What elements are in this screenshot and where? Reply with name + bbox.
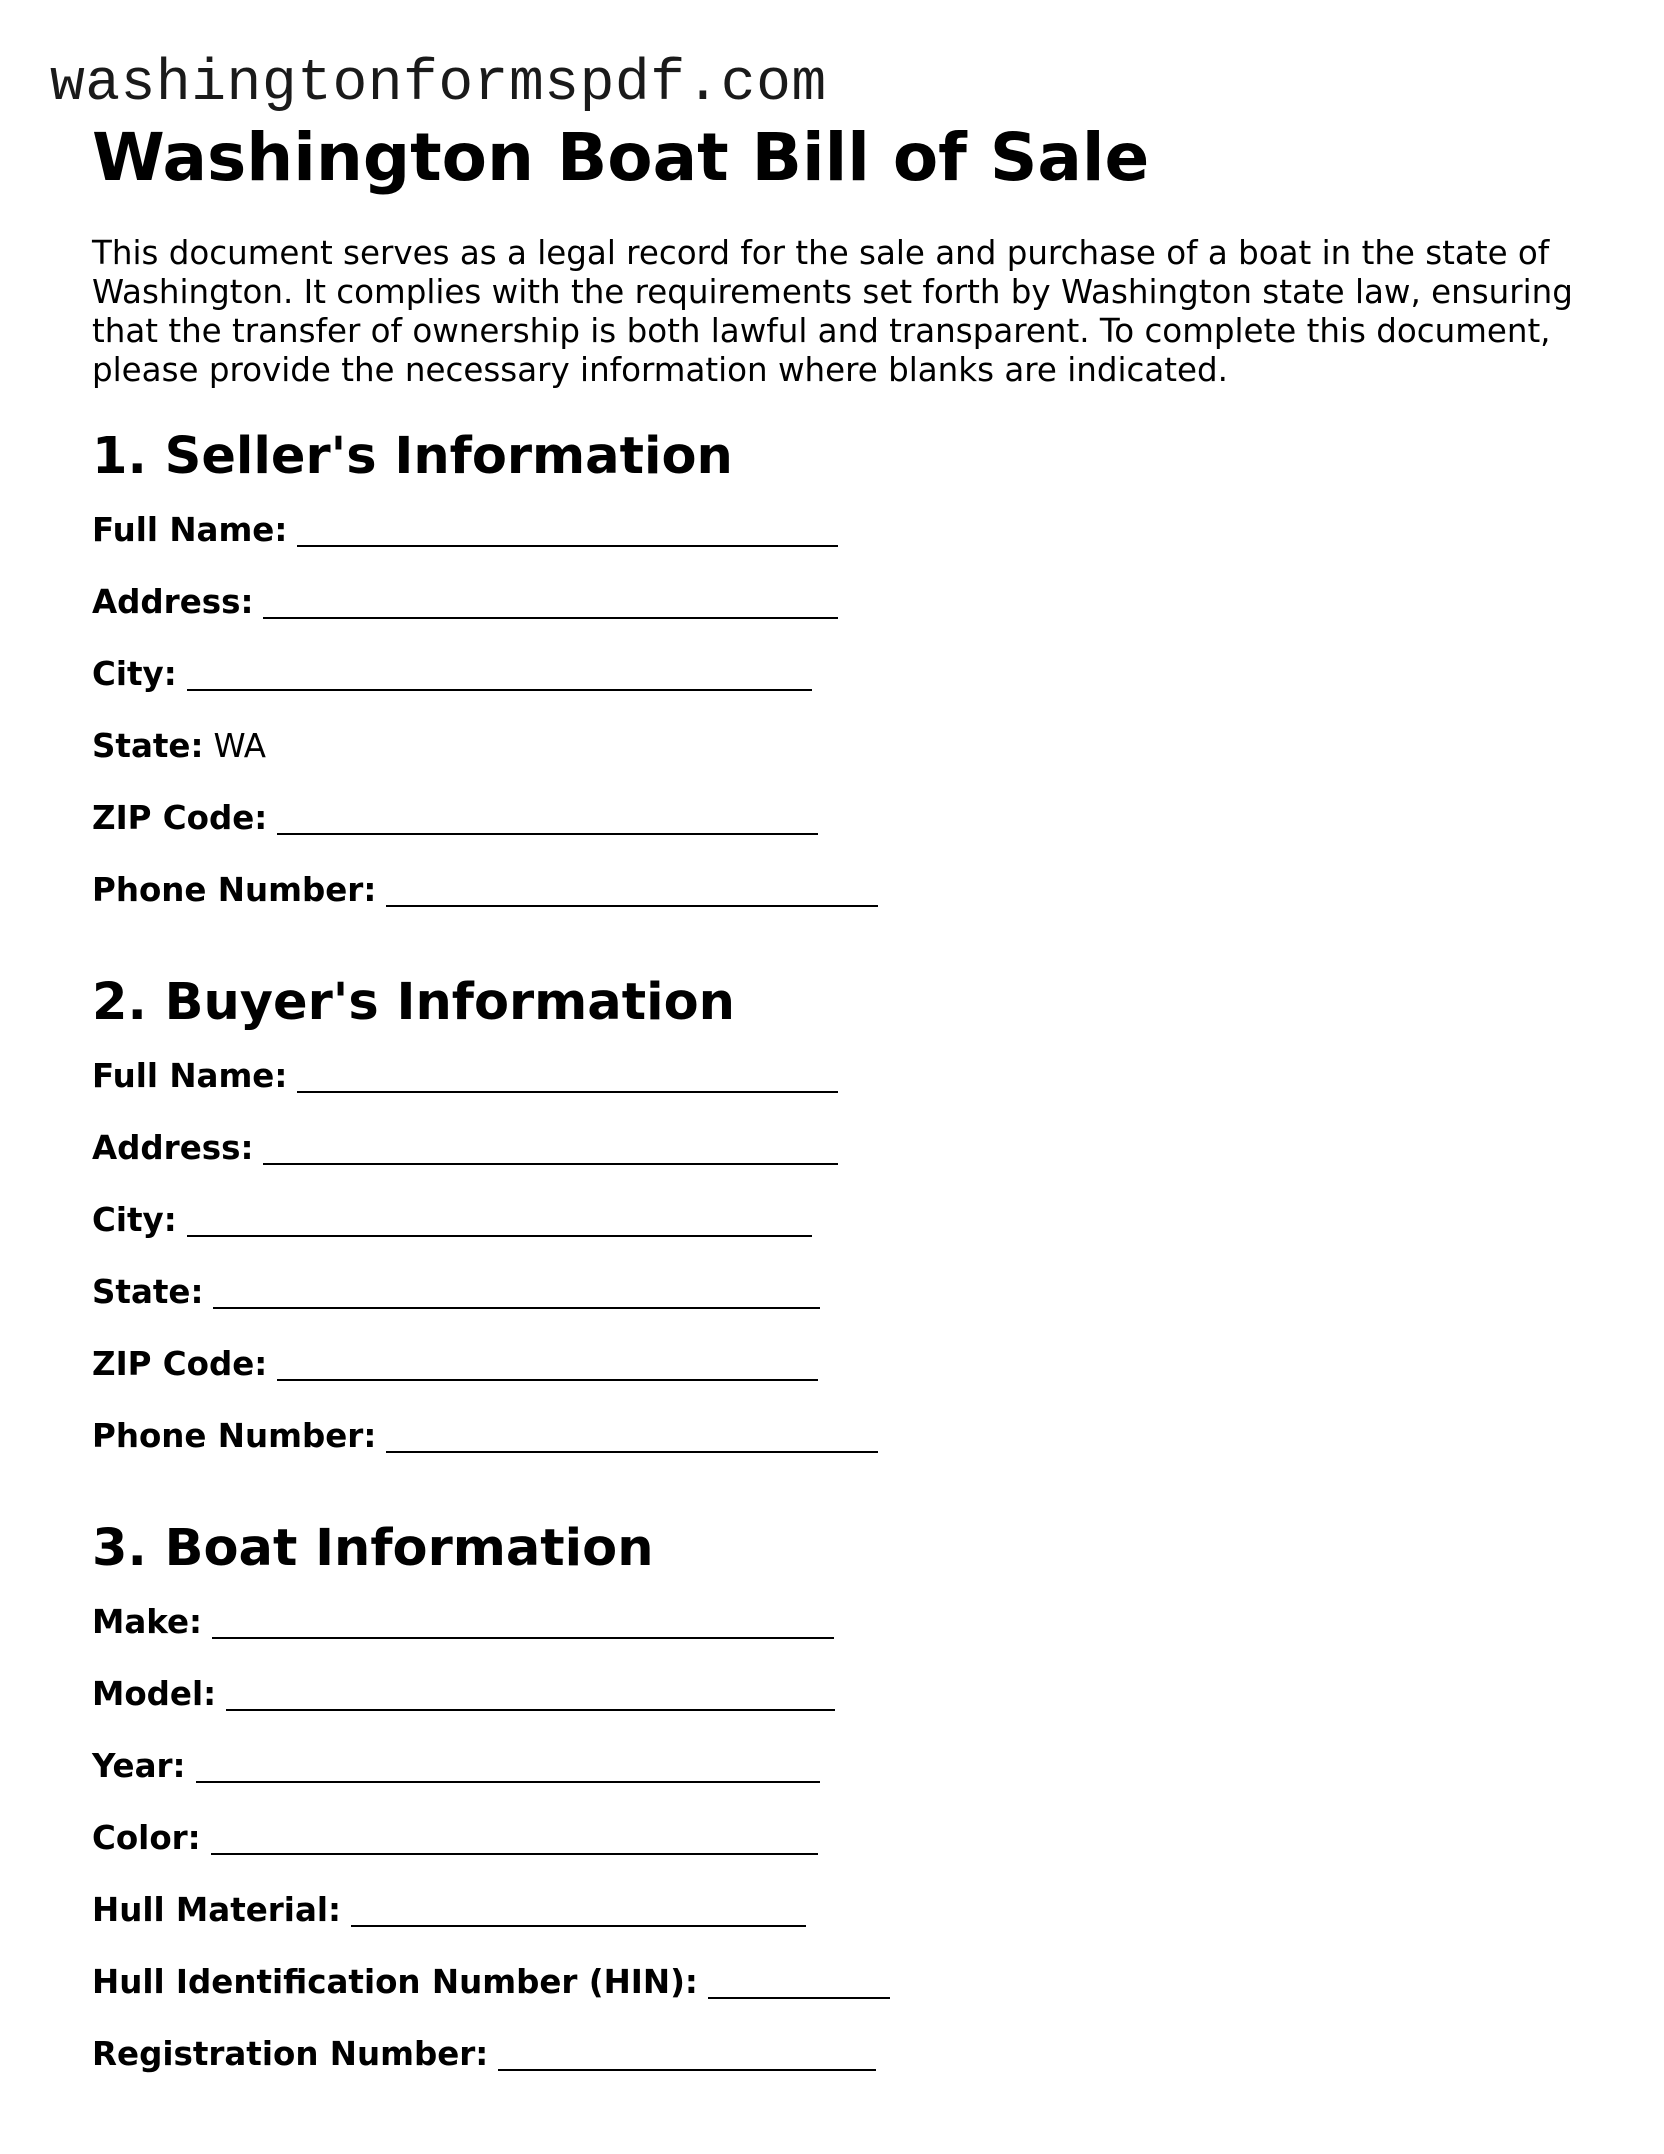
boat-hull-material-row xyxy=(92,1890,1592,1962)
boat-model-blank[interactable] xyxy=(226,1681,835,1711)
site-watermark: washingtonformspdf.com xyxy=(50,52,827,117)
boat-hull-material-label: Hull Material: xyxy=(92,1891,342,1929)
seller-city-label: City: xyxy=(92,655,177,693)
seller-state-value: WA xyxy=(213,727,267,765)
seller-full-name-row xyxy=(92,510,1592,582)
buyer-city-row xyxy=(92,1200,1592,1272)
seller-address-label: Address: xyxy=(92,583,254,621)
boat-hin-label: Hull Identification Number (HIN): xyxy=(92,1963,698,2001)
boat-make-label: Make: xyxy=(92,1603,203,1641)
buyer-fields xyxy=(92,1056,1592,1488)
buyer-address-label: Address: xyxy=(92,1129,254,1167)
buyer-section-heading: 2. Buyer's Information xyxy=(92,973,735,1032)
buyer-phone-label: Phone Number: xyxy=(92,1417,377,1455)
boat-registration-blank[interactable] xyxy=(498,2041,876,2071)
buyer-full-name-label: Full Name: xyxy=(92,1057,288,1095)
seller-phone-row xyxy=(92,870,1592,942)
boat-registration-label: Registration Number: xyxy=(92,2035,489,2073)
bill-of-sale-document xyxy=(92,118,1592,2106)
boat-model-label: Model: xyxy=(92,1675,217,1713)
buyer-phone-blank[interactable] xyxy=(386,1423,878,1453)
seller-address-row xyxy=(92,582,1592,654)
buyer-city-label: City: xyxy=(92,1201,177,1239)
seller-zip-label: ZIP Code: xyxy=(92,799,268,837)
boat-model-row xyxy=(92,1674,1592,1746)
buyer-state-blank[interactable] xyxy=(213,1279,820,1309)
seller-fields xyxy=(92,510,1592,942)
seller-state-label: State: xyxy=(92,727,204,765)
boat-section-heading: 3. Boat Information xyxy=(92,1519,654,1578)
seller-section-heading: 1. Seller's Information xyxy=(92,427,733,486)
boat-registration-row xyxy=(92,2034,1592,2106)
seller-zip-blank[interactable] xyxy=(277,805,818,835)
seller-phone-label: Phone Number: xyxy=(92,871,377,909)
seller-city-blank[interactable] xyxy=(187,661,812,691)
buyer-address-blank[interactable] xyxy=(263,1135,838,1165)
buyer-city-blank[interactable] xyxy=(187,1207,812,1237)
buyer-full-name-row xyxy=(92,1056,1592,1128)
buyer-zip-label: ZIP Code: xyxy=(92,1345,268,1383)
boat-color-blank[interactable] xyxy=(211,1825,818,1855)
boat-year-blank[interactable] xyxy=(196,1753,820,1783)
buyer-state-label: State: xyxy=(92,1273,204,1311)
boat-color-row xyxy=(92,1818,1592,1890)
boat-make-blank[interactable] xyxy=(212,1609,834,1639)
buyer-zip-blank[interactable] xyxy=(277,1351,818,1381)
seller-full-name-label: Full Name: xyxy=(92,511,288,549)
boat-fields xyxy=(92,1602,1592,2106)
boat-hin-row xyxy=(92,1962,1592,2034)
seller-full-name-blank[interactable] xyxy=(297,517,838,547)
boat-make-row xyxy=(92,1602,1592,1674)
seller-address-blank[interactable] xyxy=(263,589,838,619)
boat-hull-material-blank[interactable] xyxy=(351,1897,806,1927)
boat-year-label: Year: xyxy=(92,1747,186,1785)
boat-color-label: Color: xyxy=(92,1819,201,1857)
buyer-phone-row xyxy=(92,1416,1592,1488)
buyer-address-row xyxy=(92,1128,1592,1200)
buyer-zip-row xyxy=(92,1344,1592,1416)
boat-hin-blank[interactable] xyxy=(708,1969,890,1999)
buyer-full-name-blank[interactable] xyxy=(297,1063,838,1093)
seller-city-row xyxy=(92,654,1592,726)
buyer-state-row xyxy=(92,1272,1592,1344)
seller-zip-row xyxy=(92,798,1592,870)
page-title: Washington Boat Bill of Sale xyxy=(92,119,1150,196)
seller-state-row xyxy=(92,726,1592,798)
seller-phone-blank[interactable] xyxy=(386,877,878,907)
boat-year-row xyxy=(92,1746,1592,1818)
intro-paragraph: This document serves as a legal record for the sale and purchase of a boat in the state of Washington. It complies with the requirements set forth by Washington state law, ensuring that the transfer of ownership is both lawful and transparent. To complete this document, please provide the necessary information where blanks are indicated. xyxy=(92,234,1573,389)
